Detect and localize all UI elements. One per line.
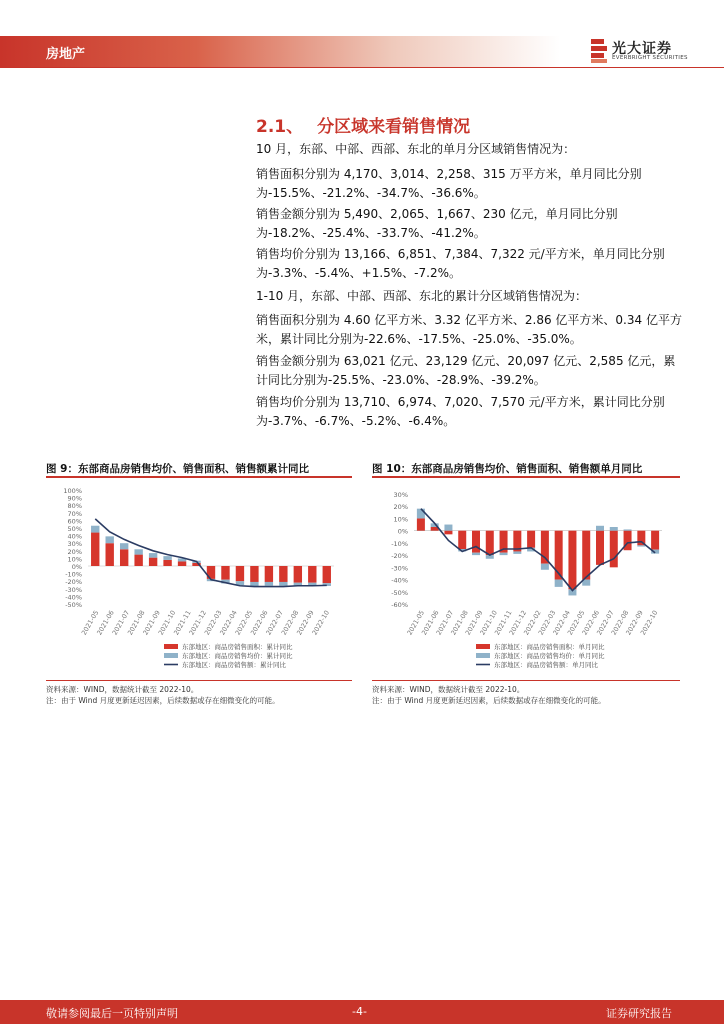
bar-area-2021-06	[106, 543, 114, 566]
legend-label-1: 东部地区：商品房销售均价：单月同比	[494, 652, 605, 660]
x-tick-label: 2021-11	[493, 609, 514, 637]
bar-area-2021-10	[486, 531, 494, 555]
y-tick-label: 50%	[67, 525, 82, 533]
bar-price-2022-09	[637, 545, 645, 546]
bar-price-2021-11	[500, 553, 508, 555]
bar-area-2022-09	[308, 566, 316, 583]
bar-area-2022-01	[527, 531, 535, 548]
bar-price-2021-05	[417, 509, 425, 519]
bar-price-2022-03	[555, 580, 563, 587]
y-tick-label: 70%	[67, 509, 82, 518]
figure-10-top-rule	[372, 476, 680, 478]
x-tick-label: 2022-08	[279, 609, 301, 637]
legend-label-2: 东部地区：商品房销售额：单月同比	[494, 661, 598, 669]
header-section-label: 房地产	[46, 47, 86, 62]
x-tick-label: 2021-05	[405, 609, 427, 637]
x-tick-label: 2022-06	[580, 609, 602, 637]
y-tick-label: -20%	[391, 552, 408, 561]
figure-10-bottom-rule	[372, 680, 680, 681]
paragraph-8: 销售均价分别为 13,710、6,974、7,020、7,570 元/平方米，累计同比分别为-3.7%、-6.7%、-5.2%、-6.4%。	[256, 395, 665, 428]
y-tick-label: 40%	[67, 532, 82, 541]
bar-area-2021-05	[91, 533, 99, 566]
brand-logo-icon	[589, 38, 609, 64]
y-tick-label: 30%	[393, 491, 408, 499]
y-tick-label: 10%	[67, 555, 82, 564]
figure-9-top-rule	[46, 476, 352, 478]
bar-price-2022-07	[610, 527, 618, 531]
y-tick-label: -40%	[391, 576, 408, 585]
paragraph-7: 销售金额分别为 63,021 亿元、23,129 亿元、20,097 亿元、2,585 亿元，累计同比分别为-25.5%、-23.0%、-28.9%、-39.2%。	[256, 354, 676, 387]
x-tick-label: 2021-08	[126, 609, 147, 637]
legend-swatch-1	[164, 653, 178, 658]
bar-price-2022-06	[596, 526, 604, 531]
x-tick-label: 2022-04	[551, 609, 572, 637]
x-tick-label: 2022-05	[233, 609, 255, 637]
figure-9-chart	[46, 480, 352, 680]
y-tick-label: 10%	[393, 515, 408, 524]
legend-swatch-1	[476, 653, 490, 658]
x-tick-label: 2022-03	[536, 609, 558, 637]
y-tick-label: -20%	[65, 578, 82, 587]
section-number: 2.1、	[256, 117, 304, 137]
brand-name-en: EVERBRIGHT SECURITIES	[612, 55, 688, 61]
bar-price-2022-08	[624, 529, 632, 530]
bar-price-2021-09	[149, 553, 157, 558]
bar-price-2021-07	[120, 543, 128, 549]
y-tick-label: 0%	[397, 527, 408, 536]
bar-area-2021-05	[417, 518, 425, 530]
figure-9-source: 资料来源：WIND，数据统计截至 2022-10。	[46, 685, 199, 694]
x-tick-label: 2022-03	[202, 609, 224, 637]
bar-price-2021-05	[91, 526, 99, 533]
bar-price-2021-12	[513, 551, 521, 553]
section-title	[256, 112, 470, 137]
paragraph-3: 销售金额分别为 5,490、2,065、1,667、230 亿元，单月同比分别为-18.2%、-25.4%、-33.7%、-41.2%。	[256, 207, 618, 240]
bar-area-2021-07	[444, 531, 452, 535]
y-tick-label: -50%	[391, 588, 408, 597]
figure-9-title: 图 9：东部商品房销售均价、销售面积、销售额累计同比	[46, 463, 309, 475]
y-tick-label: 100%	[63, 487, 82, 495]
bar-area-2022-03	[221, 566, 229, 580]
paragraph-1: 10 月，东部、中部、西部、东北的单月分区域销售情况为：	[256, 142, 576, 156]
bar-area-2021-09	[149, 558, 157, 566]
bar-area-2021-11	[178, 561, 186, 566]
bar-price-2022-06	[265, 582, 273, 586]
bar-area-2022-10	[651, 531, 659, 550]
y-tick-label: -10%	[391, 539, 408, 548]
paragraph-6: 销售面积分别为 4.60 亿平方米、3.32 亿平方米、2.86 亿平方米、0.34 亿平方米，累计同比分别为-22.6%、-17.5%、-25.0%、-35.0%。	[256, 313, 682, 346]
y-tick-label: -40%	[65, 593, 82, 602]
legend-label-1: 东部地区：商品房销售均价：累计同比	[182, 652, 293, 660]
page-number: -4-	[352, 1005, 367, 1018]
x-tick-label: 2021-10	[156, 609, 178, 637]
y-tick-label: -60%	[391, 601, 408, 609]
y-tick-label: 60%	[67, 517, 82, 526]
y-tick-label: -10%	[65, 570, 82, 579]
bar-area-2022-05	[582, 531, 590, 580]
bar-price-2021-06	[106, 536, 114, 543]
bar-area-2022-07	[279, 566, 287, 582]
bar-area-2021-07	[120, 549, 128, 566]
x-tick-label: 2022-10	[310, 609, 332, 637]
x-tick-label: 2021-12	[187, 609, 209, 637]
x-tick-label: 2022-07	[264, 609, 285, 637]
bar-area-2022-04	[568, 531, 576, 590]
x-tick-label: 2022-08	[609, 609, 631, 637]
x-tick-label: 2021-08	[449, 609, 470, 637]
legend-label-0: 东部地区：商品房销售面积：累计同比	[182, 643, 293, 651]
footer-disclaimer: 敬请参阅最后一页特别声明	[46, 1007, 178, 1020]
paragraph-2: 销售面积分别为 4,170、3,014、2,258、315 万平方米，单月同比分别为-15.5%、-21.2%、-34.7%、-36.6%。	[256, 167, 642, 200]
bar-price-2021-09	[472, 553, 480, 555]
figure-10-chart	[372, 480, 680, 680]
y-tick-label: -50%	[65, 601, 82, 609]
x-tick-label: 2022-02	[522, 609, 543, 637]
figure-10-note: 注：由于 Wind 月度更新延迟因素，后续数据或存在细微变化的可能。	[372, 696, 606, 705]
bar-area-2022-03	[555, 531, 563, 580]
x-tick-label: 2021-07	[434, 609, 456, 637]
y-tick-label: 0%	[71, 563, 82, 571]
figure-10-title: 图 10：东部商品房销售均价、销售面积、销售额单月同比	[372, 463, 643, 475]
bar-area-2022-05	[250, 566, 258, 582]
y-tick-label: 30%	[67, 540, 82, 549]
y-tick-label: 20%	[393, 503, 408, 512]
legend-swatch-0	[164, 644, 178, 649]
footer-report-type: 证券研究报告	[606, 1007, 672, 1020]
bar-area-2021-08	[134, 555, 142, 566]
bar-price-2021-10	[163, 556, 171, 560]
bar-price-2021-07	[444, 525, 452, 531]
y-tick-label: 80%	[67, 502, 82, 511]
bar-area-2021-08	[458, 531, 466, 549]
x-tick-label: 2021-05	[79, 609, 101, 637]
bar-price-2022-07	[279, 582, 287, 586]
bar-area-2022-04	[236, 566, 244, 581]
figure-9-note: 注：由于 Wind 月度更新延迟因素，后续数据或存在细微变化的可能。	[46, 696, 280, 705]
legend-label-0: 东部地区：商品房销售面积：单月同比	[494, 643, 605, 651]
bar-price-2022-02	[541, 564, 549, 570]
x-tick-label: 2022-05	[565, 609, 587, 637]
figure-9-bottom-rule	[46, 680, 352, 681]
x-tick-label: 2021-12	[507, 609, 529, 637]
bar-area-2022-06	[265, 566, 273, 582]
bar-area-2022-07	[610, 531, 618, 568]
x-tick-label: 2021-10	[478, 609, 499, 637]
legend-swatch-0	[476, 644, 490, 649]
y-tick-label: -30%	[65, 585, 82, 594]
bar-area-2022-06	[596, 531, 604, 565]
brand-name-cn: 光大证券	[612, 41, 672, 57]
x-tick-label: 2022-07	[595, 609, 616, 637]
y-tick-label: 90%	[67, 494, 82, 503]
x-tick-label: 2021-06	[420, 609, 441, 637]
bar-area-2022-10	[323, 566, 331, 583]
bar-area-2021-10	[163, 560, 171, 566]
paragraph-5: 1-10 月，东部、中部、西部、东北的累计分区域销售情况为：	[256, 289, 588, 303]
header-divider	[0, 67, 724, 68]
x-tick-label: 2022-09	[624, 609, 645, 637]
x-tick-label: 2021-09	[463, 609, 485, 637]
x-tick-label: 2021-09	[141, 609, 162, 637]
bar-area-2021-09	[472, 531, 480, 553]
y-tick-label: 20%	[67, 547, 82, 556]
x-tick-label: 2021-11	[172, 609, 193, 637]
x-tick-label: 2021-06	[95, 609, 116, 637]
y-tick-label: -30%	[391, 564, 408, 573]
bar-area-2022-08	[294, 566, 302, 583]
x-tick-label: 2022-04	[218, 609, 239, 637]
x-tick-label: 2022-09	[295, 609, 316, 637]
line-series-sales-amount	[421, 509, 655, 591]
x-tick-label: 2022-06	[249, 609, 270, 637]
x-tick-label: 2021-07	[110, 609, 132, 637]
bar-price-2021-08	[134, 549, 142, 554]
figure-10-source: 资料来源：WIND，数据统计截至 2022-10。	[372, 685, 525, 694]
paragraph-4: 销售均价分别为 13,166、6,851、7,384、7,322 元/平方米，单月同比分别为-3.3%、-5.4%、+1.5%、-7.2%。	[256, 247, 665, 280]
x-tick-label: 2022-10	[638, 609, 660, 637]
section-title-text: 分区域来看销售情况	[317, 117, 471, 137]
legend-label-2: 东部地区：商品房销售额：累计同比	[182, 661, 286, 669]
